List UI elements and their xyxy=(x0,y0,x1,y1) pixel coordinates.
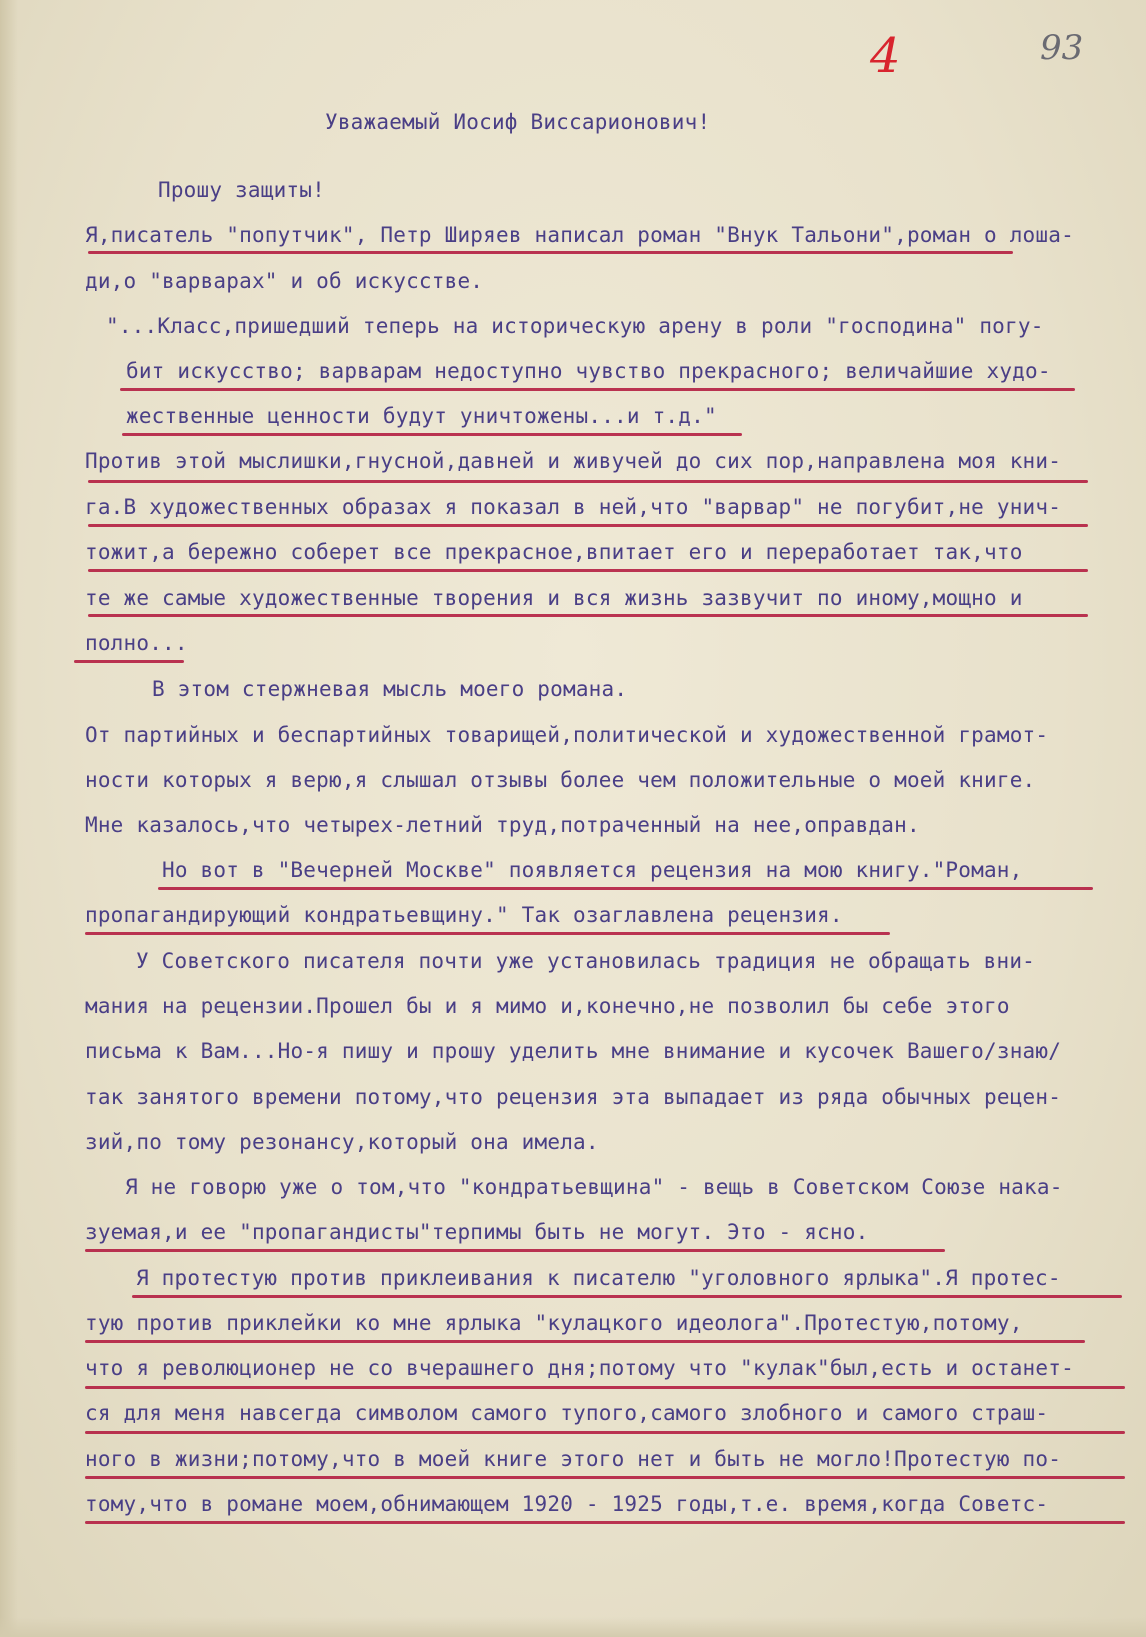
red-underline xyxy=(85,1431,1125,1434)
text-line: Прошу защиты! xyxy=(158,178,325,202)
text-line: зуемая,и ее "пропагандисты"терпимы быть не могут. Это - ясно. xyxy=(85,1220,869,1244)
text-line: пропагандирующий кондратьевщину." Так озаглавлена рецензия. xyxy=(85,903,843,927)
text-line: Я,писатель "попутчик", Петр Ширяев написал роман "Внук Тальони",роман о лоша- xyxy=(85,223,1074,247)
page-number-red: 4 xyxy=(870,28,901,84)
red-underline xyxy=(74,660,184,663)
text-line: От партийных и беспартийных товарищей,политической и художественной грамот- xyxy=(85,723,1049,747)
text-line: Но вот в "Вечерней Москве" появляется рецензия на мою книгу."Роман, xyxy=(162,858,1023,882)
salutation: Уважаемый Иосиф Виссарионович! xyxy=(325,110,711,134)
text-line: так занятого времени потому,что рецензия эта выпадает из ряда обычных рецен- xyxy=(85,1085,1062,1109)
text-line: бит искусство; варварам недоступно чувство прекрасного; величайшие худо- xyxy=(126,359,1051,383)
text-line: га.В художественных образах я показал в ней,что "варвар" не погубит,не унич- xyxy=(85,495,1062,519)
red-underline xyxy=(120,388,1075,391)
red-underline xyxy=(85,932,890,935)
text-line: Против этой мыслишки,гнусной,давней и живучей до сих пор,направлена моя кни- xyxy=(85,449,1062,473)
text-line: что я революционер не со вчерашнего дня;потому что "кулак"был,есть и останет- xyxy=(85,1356,1074,1380)
text-line: У Советского писателя почти уже установилась традиция не обращать вни- xyxy=(136,949,1036,973)
text-line: ся для меня навсегда символом самого тупого,самого злобного и самого страш- xyxy=(85,1401,1049,1425)
red-underline xyxy=(88,524,1088,527)
text-line: ди,о "варварах" и об искусстве. xyxy=(85,269,484,293)
red-underline xyxy=(85,1476,1125,1479)
text-line: Я протестую против приклеивания к писателю "уголовного ярлыка".Я протес- xyxy=(136,1266,1061,1290)
page-number-pencil: 93 xyxy=(1040,28,1084,68)
text-line: письма к Вам...Но-я пишу и прошу уделить мне внимание и кусочек Вашего/знаю/ xyxy=(85,1039,1062,1063)
text-line: зий,по тому резонансу,который она имела. xyxy=(85,1130,599,1154)
paper-bottom-shadow xyxy=(0,1617,1146,1637)
red-underline xyxy=(88,569,1088,572)
text-line: те же самые художественные творения и вся жизнь зазвучит по иному,мощно и xyxy=(85,586,1023,610)
text-line: Мне казалось,что четырех-летний труд,потраченный на нее,оправдан. xyxy=(85,813,920,837)
text-line: тожит,а бережно соберет все прекрасное,впитает его и переработает так,что xyxy=(85,540,1023,564)
red-underline xyxy=(158,887,1093,890)
red-underline xyxy=(85,1340,1085,1343)
text-line: Я не говорю уже о том,что "кондратьевщина" - вещь в Советском Союзе нака- xyxy=(125,1175,1063,1199)
text-line: "...Класс,пришедший теперь на историческую арену в роли "господина" погу- xyxy=(106,314,1044,338)
red-underline xyxy=(122,433,742,436)
red-underline xyxy=(85,1386,1125,1389)
red-underline xyxy=(88,251,1013,254)
text-line: жественные ценности будут уничтожены...и т.д." xyxy=(126,404,717,428)
text-line: мания на рецензии.Прошел бы и я мимо и,конечно,не позволил бы себе этого xyxy=(85,994,1010,1018)
red-underline xyxy=(85,1521,1125,1524)
text-line: ности которых я верю,я слышал отзывы более чем положительные о моей книге. xyxy=(85,768,1036,792)
red-underline xyxy=(85,1249,945,1252)
red-underline xyxy=(88,614,1088,617)
text-line: тому,что в романе моем,обнимающем 1920 - 1925 годы,т.е. время,когда Советс- xyxy=(85,1492,1049,1516)
red-underline xyxy=(132,1295,1122,1298)
text-line: полно... xyxy=(85,631,188,655)
paper-edge-shadow xyxy=(0,0,18,1637)
text-line: В этом стержневая мысль моего романа. xyxy=(152,677,628,701)
red-underline xyxy=(88,480,1088,483)
text-line: ного в жизни;потому,что в моей книге этого нет и быть не могло!Протестую по- xyxy=(85,1447,1062,1471)
text-line: тую против приклейки ко мне ярлыка "кулацкого идеолога".Протестую,потому, xyxy=(85,1311,1023,1335)
